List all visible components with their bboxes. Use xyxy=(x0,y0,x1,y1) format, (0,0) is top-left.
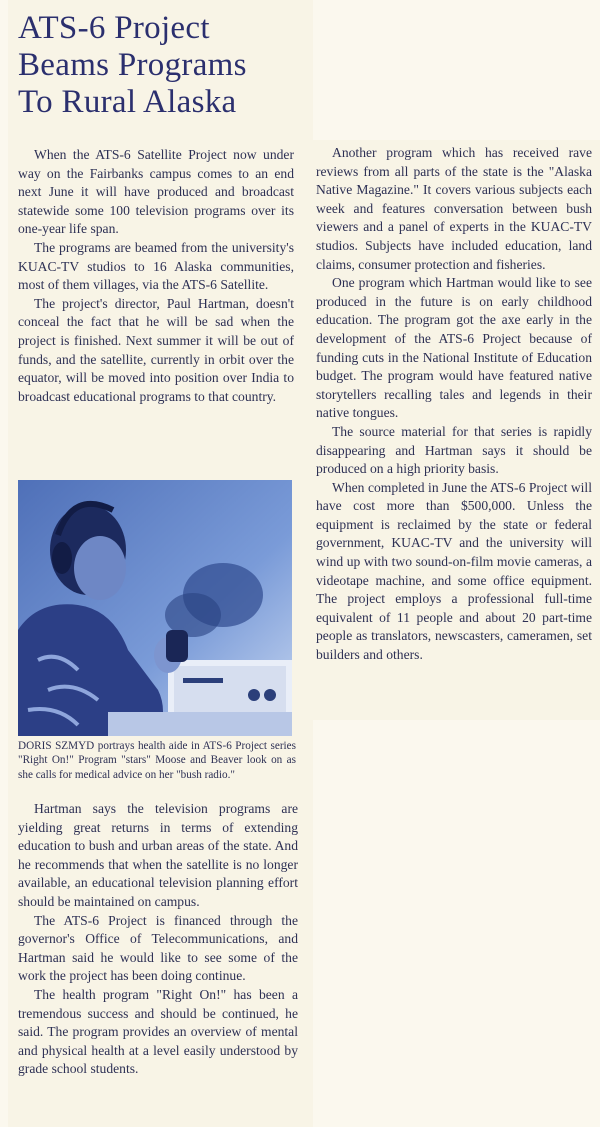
article-column-right xyxy=(316,144,592,665)
paragraph: The health program "Right On!" has been a tremendous success and should be continued, he said. The program provides an overview of mental and physical health at a level easily understood by grade school students. xyxy=(18,986,298,1077)
paragraph: The source material for that series is rapidly disappearing and Hartman says it should be produced on a high priority basis. xyxy=(316,423,592,477)
photo-caption: DORIS SZMYD portrays health aide in ATS-6 Project series "Right On!" Program "stars" Moose and Beaver look on as she calls for medical advice on her "bush radio." xyxy=(18,740,296,781)
paragraph: The programs are beamed from the university's KUAC-TV studios to 16 Alaska communities, most of them villages, via the ATS-6 Satellite. xyxy=(18,239,294,293)
paragraph: When completed in June the ATS-6 Project will have cost more than $500,000. Unless the equipment is reclaimed by the state or federal government, KUAC-TV and the university will wind up with two sound-on-film movie cameras, a videotape machine, and some office equipment. The project employs a professional full-time equivalent of 11 people and about 20 part-time people as translators, newscasters, cameramen, set builders and others. xyxy=(316,479,592,663)
article-column-left-bottom xyxy=(18,800,298,1079)
headline-line-1: ATS-6 Project xyxy=(18,10,210,46)
paragraph: When the ATS-6 Satellite Project now under way on the Fairbanks campus comes to an end next June it will have produced and broadcast statewide some 100 television programs over its one-year life span. xyxy=(18,147,294,237)
paragraph: Hartman says the television programs are yielding great returns in terms of extending education to bush and urban areas of the state. And he recommends that when the satellite is no longer available, an educational television planning effort should be maintained on campus. xyxy=(18,801,298,909)
headline-line-2: Beams Programs xyxy=(18,47,247,83)
paragraph: Another program which has received rave reviews from all parts of the state is the "Alaska Native Magazine." It covers various subjects each week and features conversation between bush viewers and a panel of experts in the KUAC-TV studios. Subjects have included education, land claims, consumer protection and fisheries. xyxy=(316,145,592,272)
news-photo xyxy=(18,480,292,736)
paragraph: The ATS-6 Project is financed through the governor's Office of Telecommunications, and Hartman said he would like to see some of the work the project has been doing continue. xyxy=(18,912,298,984)
headline xyxy=(18,10,308,121)
paragraph: The project's director, Paul Hartman, doesn't conceal the fact that he will be sad when the project is finished. Next summer it will be out of funds, and the satellite, currently in orbit over the equator, will be moved into position over India to broadcast educational programs to that country. xyxy=(18,295,294,404)
headline-line-3: To Rural Alaska xyxy=(18,84,237,120)
photo-illustration xyxy=(18,480,292,736)
article-column-left-top xyxy=(18,146,294,406)
paragraph: One program which Hartman would like to see produced in the future is on early childhood education. The program got the axe early in the development of the ATS-6 Project because of funding cuts in the National Institute of Education budget. The program would have featured native storytellers recalling tales and legends in their native tongues. xyxy=(316,275,592,421)
